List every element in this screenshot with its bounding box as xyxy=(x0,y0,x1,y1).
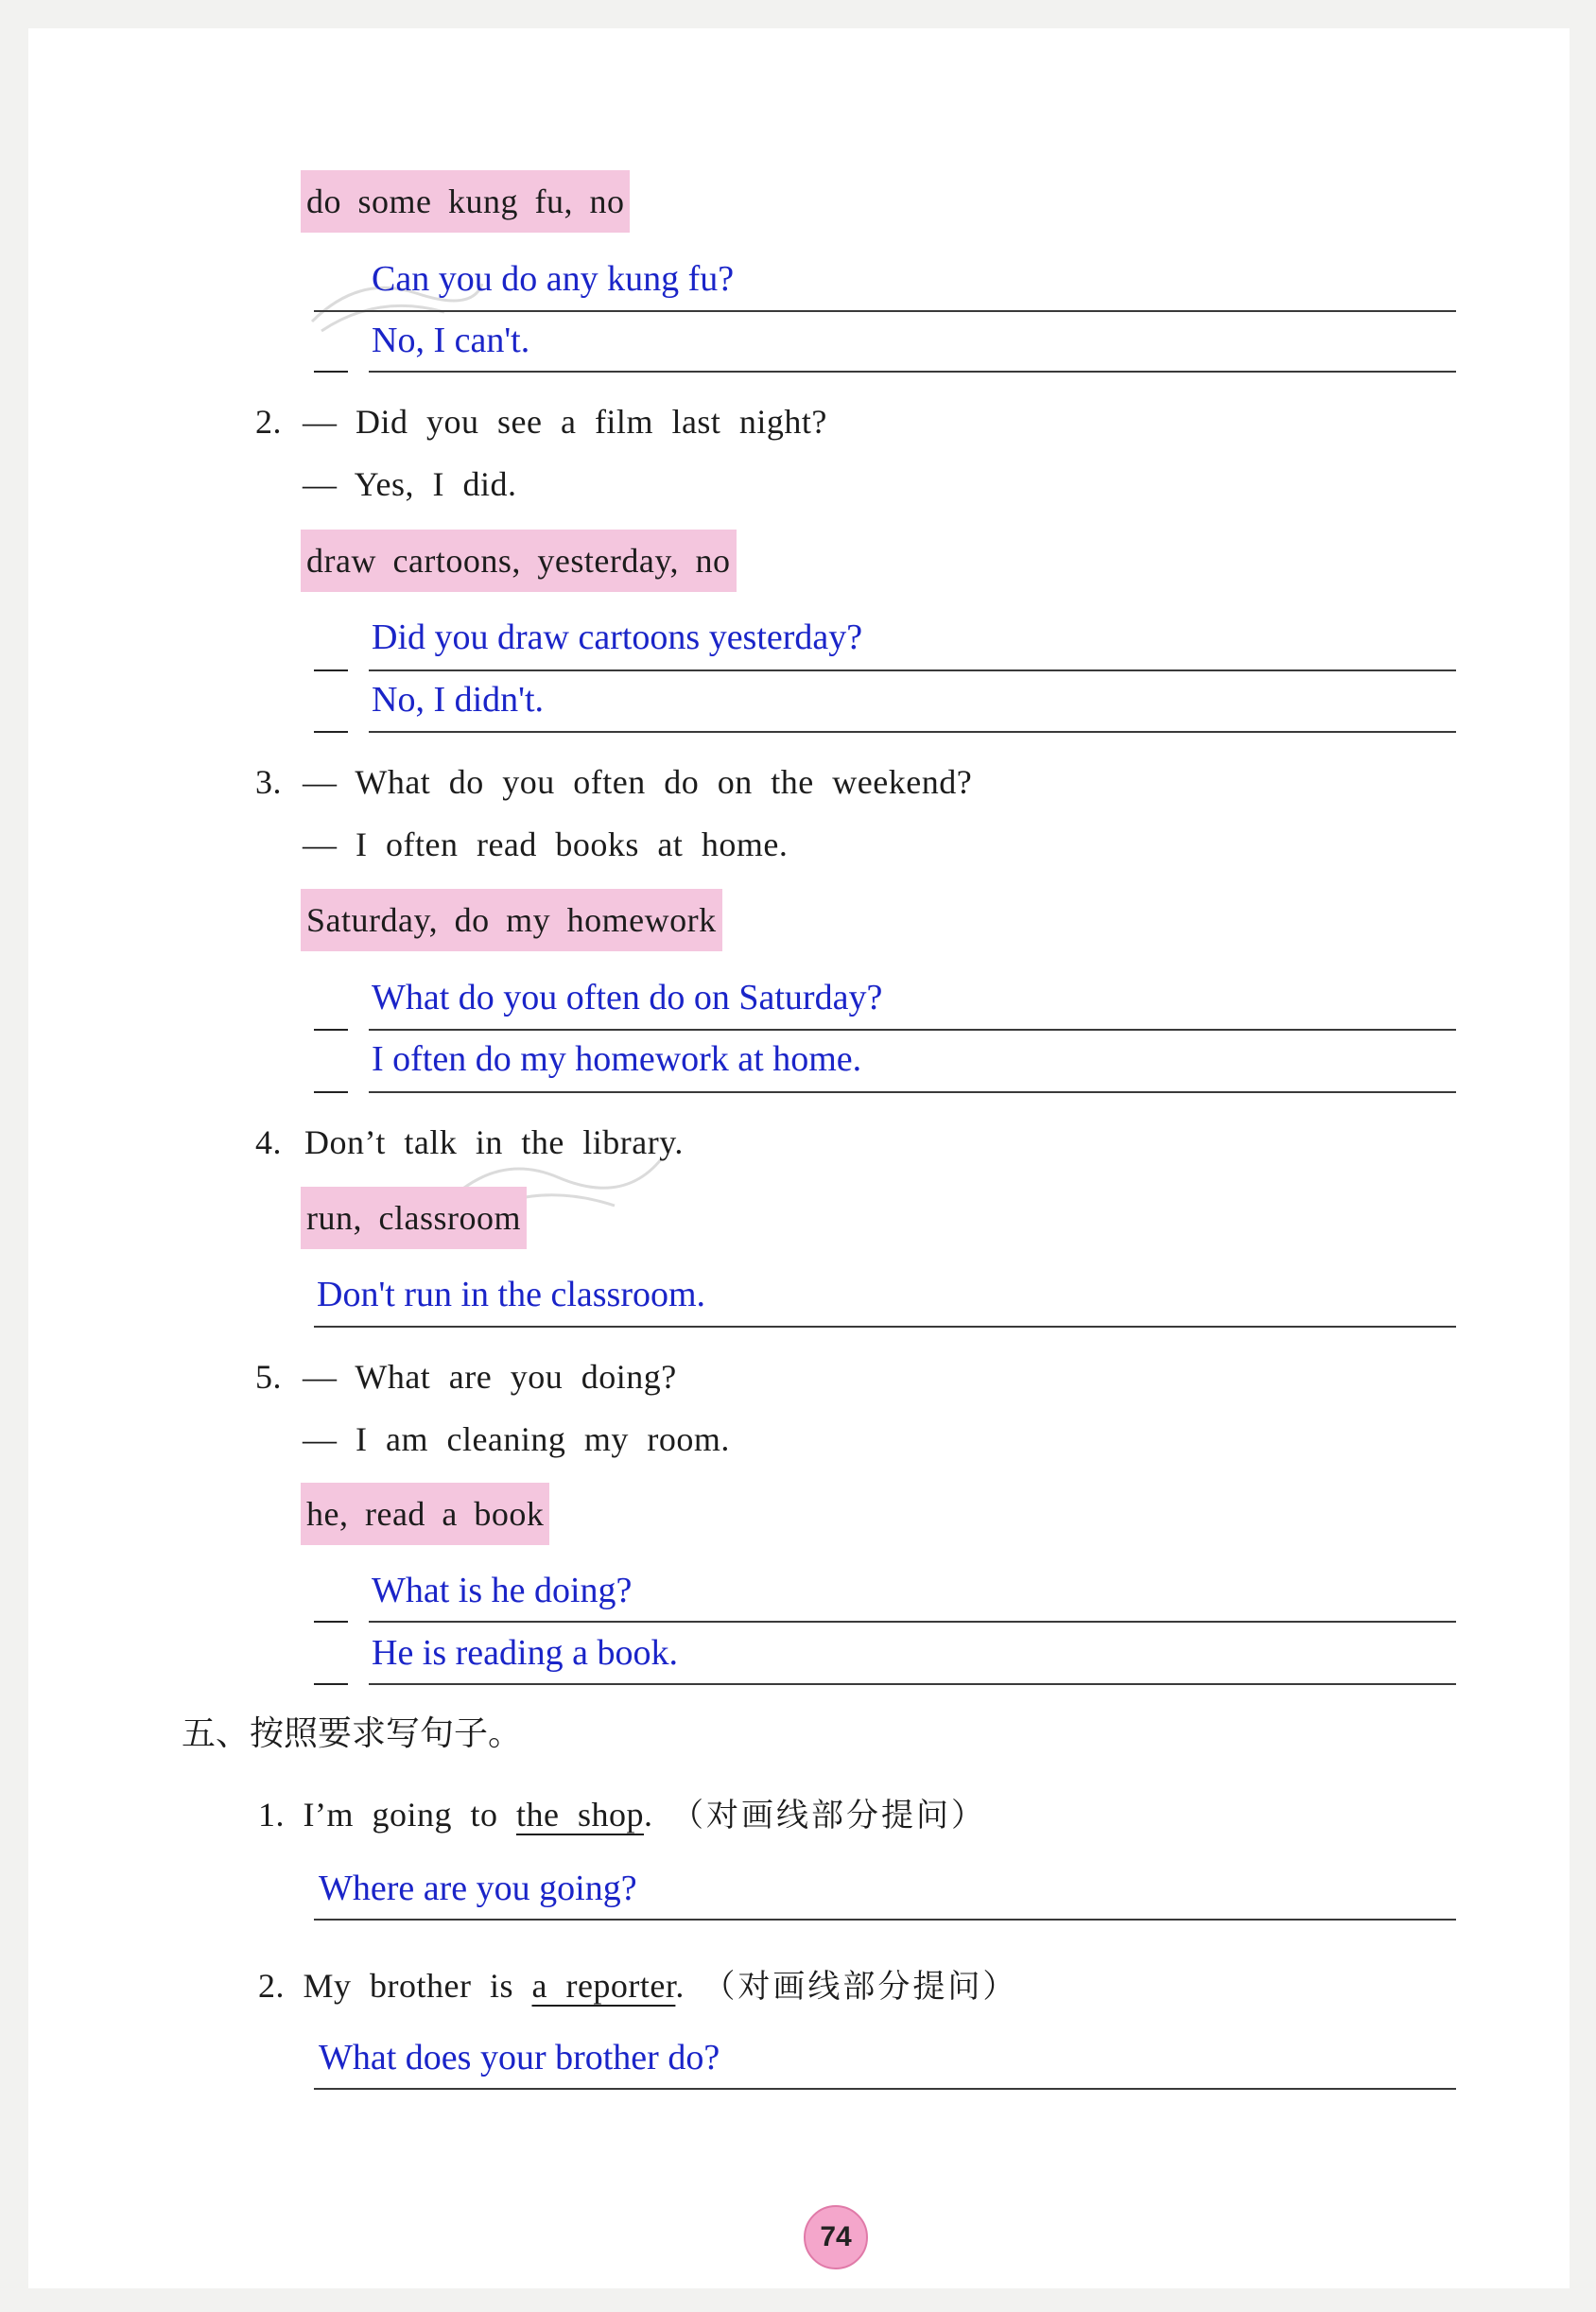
answer-line xyxy=(314,310,1456,312)
answer-line xyxy=(314,2088,1456,2090)
item-number: 5. xyxy=(255,1358,282,1396)
workbook-page xyxy=(28,28,1570,2288)
answer-dash xyxy=(314,1091,348,1093)
answer-dash xyxy=(314,371,348,373)
answer-line xyxy=(369,1091,1456,1093)
item-number: 2. xyxy=(258,1967,285,2005)
example-question: — What are you doing? xyxy=(303,1358,677,1396)
instruction-note: （对画线部分提问） xyxy=(670,1799,986,1834)
prompt-box: Saturday, do my homework xyxy=(301,889,722,951)
answer-line xyxy=(314,1326,1456,1328)
instruction-note: （对画线部分提问） xyxy=(703,1970,1018,2005)
answer-line xyxy=(369,731,1456,733)
prompt-box: run, classroom xyxy=(301,1187,527,1249)
answer-dash xyxy=(314,669,348,671)
item-number: 3. xyxy=(255,763,282,801)
item-number: 2. xyxy=(255,403,282,441)
answer-line xyxy=(369,1683,1456,1685)
answer-sentence: Where are you going? xyxy=(319,1869,637,1908)
answer-sentence: Don't run in the classroom. xyxy=(317,1275,706,1314)
answer-reply: No, I didn't. xyxy=(372,680,545,720)
answer-reply: He is reading a book. xyxy=(372,1633,678,1673)
answer-line xyxy=(369,1029,1456,1031)
answer-question: What is he doing? xyxy=(372,1571,633,1610)
page-number-badge: 74 xyxy=(804,2205,868,2269)
answer-dash xyxy=(314,731,348,733)
answer-question: Can you do any kung fu? xyxy=(372,259,735,299)
sentence-end: . xyxy=(643,1796,653,1834)
answer-dash xyxy=(314,1621,348,1623)
exercise-sentence xyxy=(258,1960,1017,2007)
answer-reply: No, I can't. xyxy=(372,321,530,360)
answer-line xyxy=(314,1919,1456,1921)
sentence-start: My brother is xyxy=(303,1967,532,2005)
example-question: — What do you often do on the weekend? xyxy=(303,763,973,801)
underlined-part: the shop xyxy=(515,1796,644,1834)
exercise-sentence xyxy=(258,1789,986,1835)
example-sentence: Don’t talk in the library. xyxy=(304,1123,684,1161)
example-answer: — I often read books at home. xyxy=(303,826,789,863)
example-question: — Did you see a film last night? xyxy=(303,403,827,441)
answer-line xyxy=(369,669,1456,671)
answer-line xyxy=(369,1621,1456,1623)
item-number: 4. xyxy=(255,1123,282,1161)
sentence-start: I’m going to xyxy=(303,1796,516,1834)
example-answer: — I am cleaning my room. xyxy=(303,1420,730,1458)
sentence-end: . xyxy=(675,1967,685,2005)
prompt-box: he, read a book xyxy=(301,1483,549,1545)
prompt-box: do some kung fu, no xyxy=(301,170,630,233)
prompt-box: draw cartoons, yesterday, no xyxy=(301,530,737,592)
answer-dash xyxy=(314,1029,348,1031)
example-answer: — Yes, I did. xyxy=(303,465,517,503)
underlined-part: a reporter xyxy=(531,1967,676,2005)
section-title: 五、按照要求写句子。 xyxy=(182,1714,523,1753)
item-number: 1. xyxy=(258,1796,285,1834)
answer-reply: I often do my homework at home. xyxy=(372,1039,862,1079)
answer-question: What do you often do on Saturday? xyxy=(372,978,883,1017)
answer-line xyxy=(369,371,1456,373)
answer-dash xyxy=(314,1683,348,1685)
answer-sentence: What does your brother do? xyxy=(319,2038,720,2077)
answer-question: Did you draw cartoons yesterday? xyxy=(372,617,863,657)
